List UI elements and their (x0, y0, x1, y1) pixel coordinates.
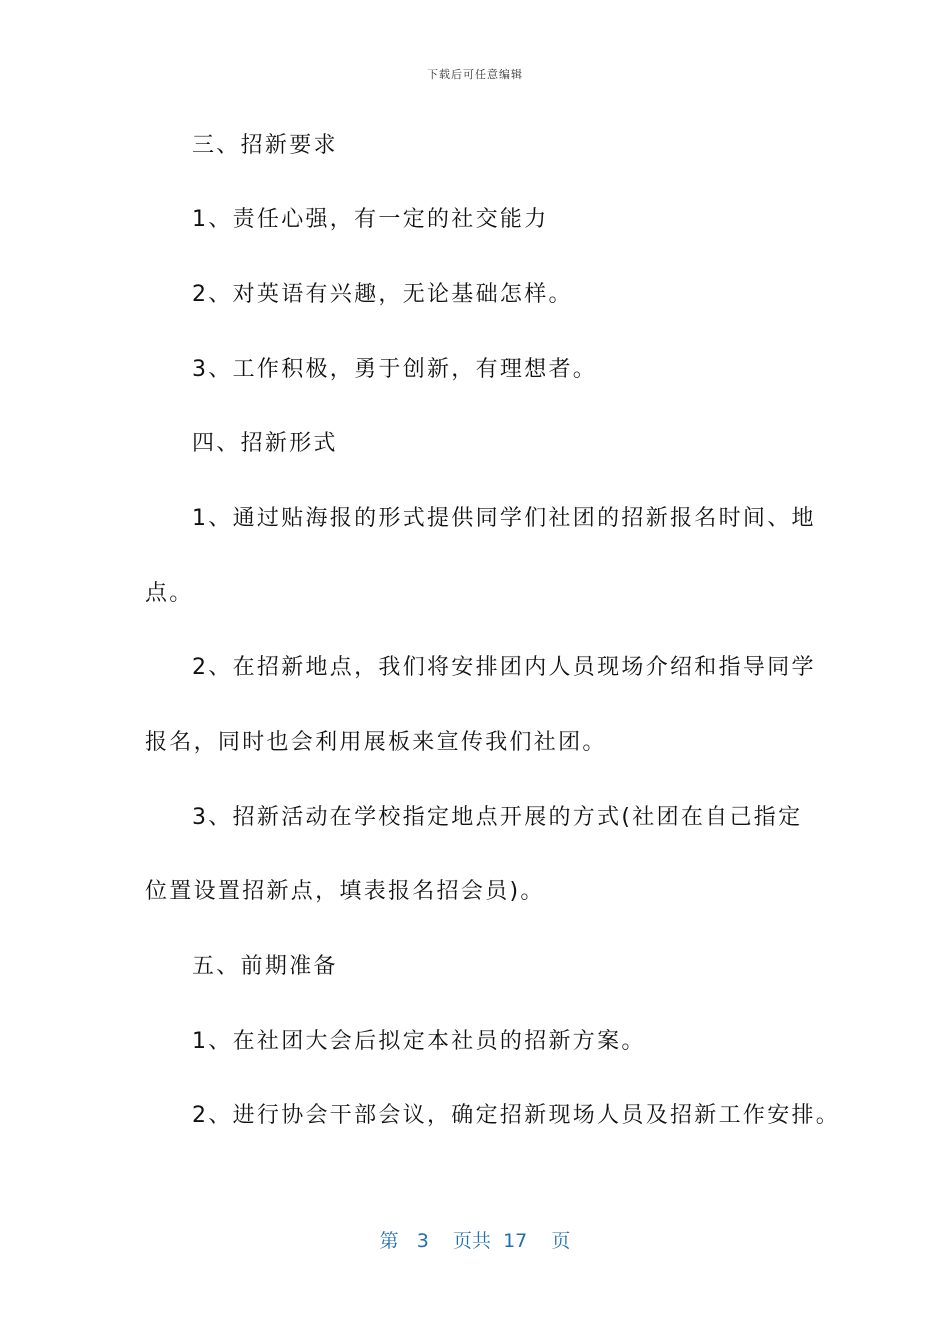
section-heading-preparation: 五、前期准备 (192, 954, 338, 979)
paragraph-line: 点。 (145, 581, 194, 606)
paragraph-line: 1、责任心强，有一定的社交能力 (192, 207, 549, 232)
paragraph-line: 3、工作积极，勇于创新，有理想者。 (192, 357, 598, 382)
paragraph-line: 1、在社团大会后拟定本社员的招新方案。 (192, 1029, 646, 1054)
paragraph-line: 2、在招新地点，我们将安排团内人员现场介绍和指导同学 (192, 655, 816, 680)
page-header-note: 下载后可任意编辑 (427, 68, 523, 81)
paragraph-line: 1、通过贴海报的形式提供同学们社团的招新报名时间、地 (192, 506, 816, 531)
paragraph-line: 2、对英语有兴趣，无论基础怎样。 (192, 282, 573, 307)
section-heading-requirements: 三、招新要求 (192, 133, 338, 158)
footer-suffix: 页 (551, 1230, 571, 1252)
footer-prefix: 第 (379, 1230, 399, 1252)
footer-total-pages: 17 (503, 1230, 528, 1252)
paragraph-line: 位置设置招新点，填表报名招会员)。 (145, 879, 545, 904)
footer-middle: 页共 (452, 1230, 491, 1252)
paragraph-line: 2、进行协会干部会议，确定招新现场人员及招新工作安排。 (192, 1103, 841, 1128)
paragraph-line: 报名，同时也会利用展板来宣传我们社团。 (145, 730, 607, 755)
page-footer (0, 1226, 950, 1253)
footer-current-page: 3 (416, 1230, 429, 1252)
paragraph-line: 3、招新活动在学校指定地点开展的方式(社团在自己指定 (192, 805, 803, 830)
section-heading-format: 四、招新形式 (192, 431, 338, 456)
